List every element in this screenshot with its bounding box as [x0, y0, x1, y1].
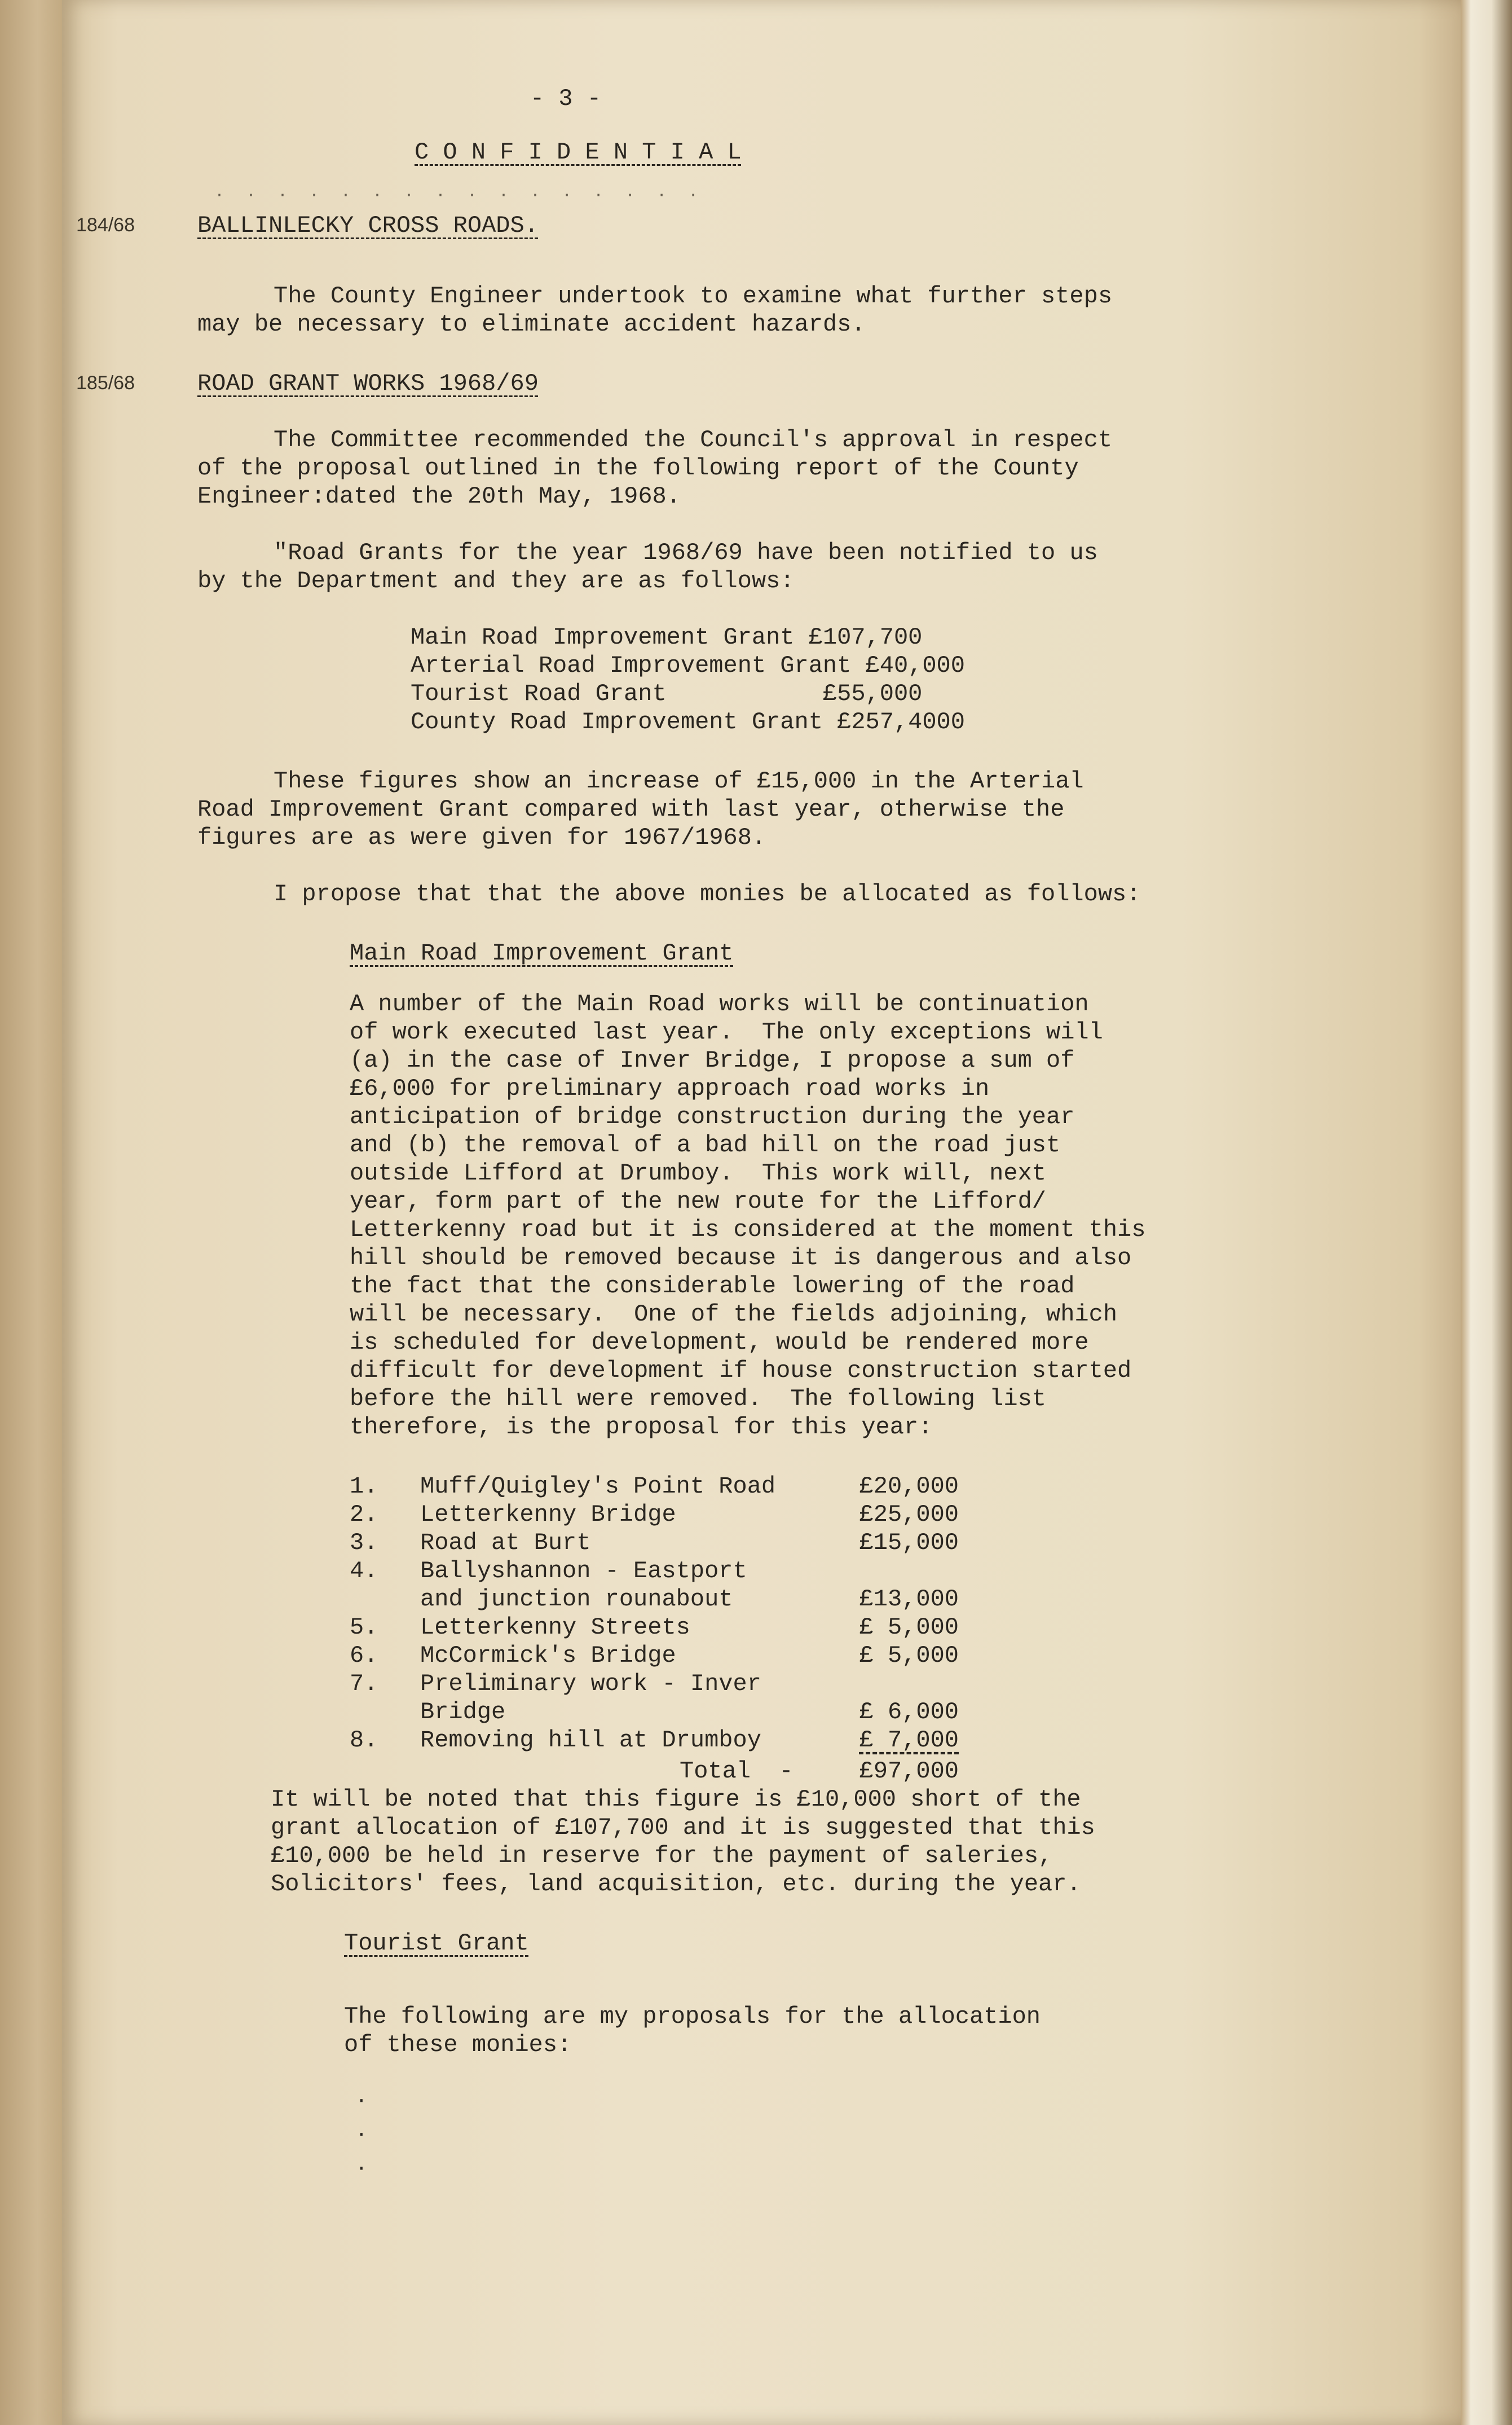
- ballinlecky-line-1: The County Engineer undertook to examine what further steps: [274, 283, 1113, 310]
- list-item-description: Letterkenny Bridge: [420, 1501, 676, 1528]
- main-road-body-line: £6,000 for preliminary approach road works in: [350, 1075, 990, 1102]
- list-item-number: 4.: [350, 1557, 378, 1585]
- list-item-number: 2.: [350, 1501, 378, 1528]
- list-item-number: 8.: [350, 1727, 378, 1754]
- main-road-body-line: and (b) the removal of a bad hill on the road just: [350, 1132, 1061, 1159]
- list-item-amount: £ 5,000: [859, 1642, 959, 1669]
- main-road-body-line: Letterkenny road but it is considered at the moment this: [350, 1216, 1146, 1243]
- tourist-line-1: The following are my proposals for the allocation: [344, 2003, 1041, 2030]
- increase-line-3: figures are as were given for 1967/1968.: [197, 824, 766, 851]
- bullet-mark: ·: [355, 2089, 368, 2112]
- main-road-body-line: hill should be removed because it is dangerous and also: [350, 1244, 1132, 1271]
- list-item-description: Ballyshannon - Eastport: [420, 1557, 747, 1585]
- reserve-note-line: grant allocation of £107,700 and it is suggested that this: [271, 1814, 1095, 1841]
- main-road-body-line: year, form part of the new route for the Lifford/: [350, 1188, 1047, 1215]
- heading-road-grant-works: ROAD GRANT WORKS 1968/69: [197, 370, 539, 397]
- bullet-mark: ·: [355, 2123, 368, 2146]
- main-road-body-line: before the hill were removed. The following list: [350, 1385, 1047, 1412]
- main-road-body-line: (a) in the case of Inver Bridge, I propose a sum of: [350, 1047, 1075, 1074]
- total-amount: £97,000: [859, 1758, 959, 1785]
- list-item-amount: £20,000: [859, 1473, 959, 1500]
- increase-line-2: Road Improvement Grant compared with last year, otherwise the: [197, 796, 1065, 823]
- grant-line-arterial: Arterial Road Improvement Grant £40,000: [411, 652, 965, 679]
- main-road-body-line: of work executed last year. The only exceptions will: [350, 1019, 1103, 1046]
- list-item-number: 1.: [350, 1473, 378, 1500]
- bullet-mark: ·: [355, 2157, 368, 2180]
- list-item-amount: £13,000: [859, 1586, 959, 1613]
- intro-line-3: Engineer:dated the 20th May, 1968.: [197, 483, 681, 510]
- grant-line-county: County Road Improvement Grant £257,4000: [411, 708, 965, 736]
- list-item-amount: £ 5,000: [859, 1614, 959, 1641]
- minute-ref-185: 185/68: [76, 372, 135, 394]
- minute-ref-184: 184/68: [76, 214, 135, 236]
- heading-main-road-grant: Main Road Improvement Grant: [350, 940, 734, 967]
- list-item-amount: £ 6,000: [859, 1698, 959, 1726]
- reserve-note-line: Solicitors' fees, land acquisition, etc. during the year.: [271, 1871, 1081, 1898]
- list-item-number: 6.: [350, 1642, 378, 1669]
- main-road-body-line: therefore, is the proposal for this year:: [350, 1414, 933, 1441]
- main-road-body-line: A number of the Main Road works will be continuation: [350, 991, 1089, 1018]
- ballinlecky-line-2: may be necessary to eliminate accident hazards.: [197, 311, 866, 338]
- list-item-description: Bridge: [420, 1698, 506, 1726]
- intro-line-1: The Committee recommended the Council's approval in respect: [274, 426, 1113, 454]
- reserve-note-line: £10,000 be held in reserve for the payment of saleries,: [271, 1842, 1053, 1869]
- page-number: - 3 -: [530, 85, 602, 112]
- list-item-description: Road at Burt: [420, 1529, 591, 1556]
- page-edge: [1461, 0, 1512, 2425]
- list-item-number: 5.: [350, 1614, 378, 1641]
- dotted-rule: · · · · · · · · · · · · · · · ·: [214, 186, 704, 205]
- list-item-amount: £15,000: [859, 1529, 959, 1556]
- report-intro-line-2: by the Department and they are as follows:: [197, 567, 795, 595]
- heading-ballinlecky: BALLINLECKY CROSS ROADS.: [197, 212, 539, 239]
- list-item-description: Removing hill at Drumboy: [420, 1727, 761, 1754]
- confidential-heading: C O N F I D E N T I A L: [415, 139, 742, 166]
- book-binding: [0, 0, 62, 2425]
- list-item-description: Preliminary work - Inver: [420, 1670, 761, 1697]
- total-label: Total -: [680, 1758, 794, 1785]
- intro-line-2: of the proposal outlined in the following report of the County: [197, 455, 1079, 482]
- main-road-body-line: anticipation of bridge construction during the year: [350, 1103, 1075, 1130]
- main-road-body-line: is scheduled for development, would be rendered more: [350, 1329, 1089, 1356]
- heading-tourist-grant: Tourist Grant: [344, 1930, 529, 1957]
- allocation-intro: I propose that that the above monies be allocated as follows:: [274, 881, 1141, 908]
- list-item-description: Muff/Quigley's Point Road: [420, 1473, 776, 1500]
- main-road-body-line: outside Lifford at Drumboy. This work will, next: [350, 1160, 1047, 1187]
- list-item-amount: £ 7,000: [859, 1727, 959, 1754]
- reserve-note-line: It will be noted that this figure is £10,000 short of the: [271, 1786, 1081, 1813]
- list-item-description: Letterkenny Streets: [420, 1614, 690, 1641]
- increase-line-1: These figures show an increase of £15,000 in the Arterial: [274, 768, 1084, 795]
- grant-line-tourist: Tourist Road Grant £55,000: [411, 680, 923, 707]
- tourist-line-2: of these monies:: [344, 2031, 572, 2058]
- list-item-number: 3.: [350, 1529, 378, 1556]
- report-intro-line-1: "Road Grants for the year 1968/69 have been notified to us: [274, 539, 1098, 566]
- list-item-amount: £25,000: [859, 1501, 959, 1528]
- main-road-body-line: the fact that the considerable lowering of the road: [350, 1273, 1075, 1300]
- main-road-body-line: difficult for development if house construction started: [350, 1357, 1132, 1384]
- main-road-body-line: will be necessary. One of the fields adjoining, which: [350, 1301, 1118, 1328]
- list-item-description: and junction rounabout: [420, 1586, 733, 1613]
- grant-line-main: Main Road Improvement Grant £107,700: [411, 624, 923, 651]
- list-item-description: McCormick's Bridge: [420, 1642, 676, 1669]
- list-item-number: 7.: [350, 1670, 378, 1697]
